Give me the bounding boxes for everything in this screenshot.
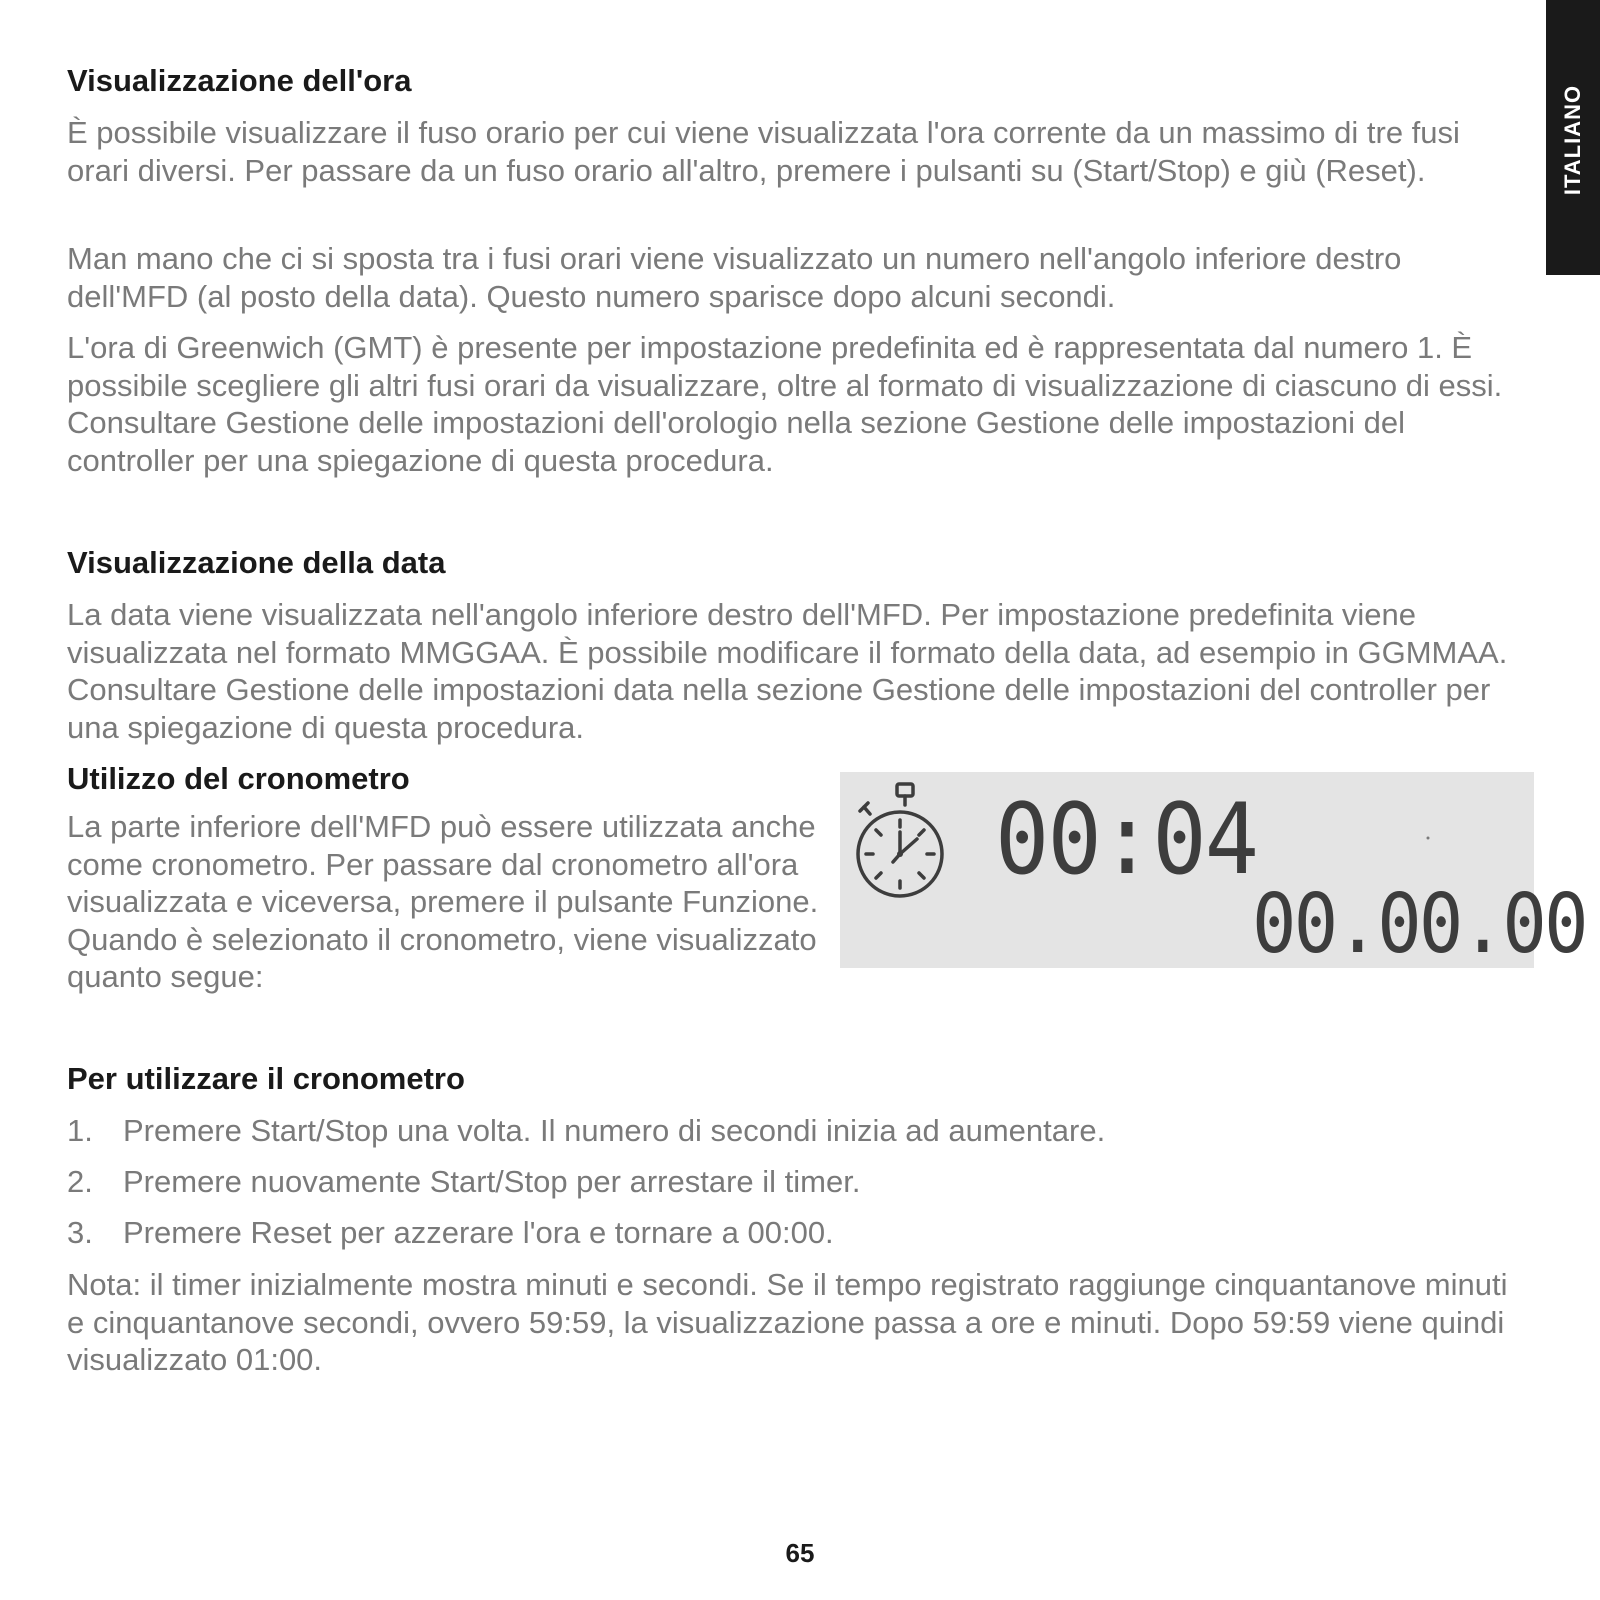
list-item [67, 1112, 1105, 1150]
paragraph-date-display: La data viene visualizzata nell'angolo inferiore destro dell'MFD. Per impostazione predefinita viene visualizzata nel formato MMGGAA. È possibile modificare il formato della data, ad esempio in GGMMAA. Consultare Gestione delle impostazioni data nella sezione Gestione delle impostazioni del controller per una spiegazione di questa procedura. [67, 597, 1508, 745]
paragraph-time-display-1: È possibile visualizzare il fuso orario per cui viene visualizzata l'ora corrente da un massimo di tre fusi orari diversi. Per passare da un fuso orario all'altro, premere i pulsanti su (Start/Stop) e giù (Reset). [67, 115, 1460, 188]
step-number: 3. [67, 1215, 93, 1250]
mfd-lcd-display [840, 772, 1586, 972]
language-tab [1546, 0, 1600, 275]
paragraph-note: Nota: il timer inizialmente mostra minuti e secondi. Se il tempo registrato raggiunge cinquantanove minuti e cinquantanove secondi, ovvero 59:59, la visualizzazione passa a ore e minuti. Dopo 59:59 viene quindi visualizzato 01:00. [67, 1267, 1508, 1377]
step-number: 2. [67, 1164, 93, 1199]
page-number: 65 [785, 1538, 815, 1568]
step-text: Premere Reset per azzerare l'ora e tornare a 00:00. [123, 1215, 834, 1250]
heading-stopwatch: Utilizzo del cronometro [67, 761, 410, 796]
heading-using-stopwatch: Per utilizzare il cronometro [67, 1061, 465, 1096]
paragraph-stopwatch: La parte inferiore dell'MFD può essere utilizzata anche come cronometro. Per passare dal cronometro all'ora visualizzata e viceversa, premere il pulsante Funzione. Quando è selezionato il cronometro, viene visualizzato quanto segue: [67, 809, 819, 994]
list-item [67, 1214, 1105, 1252]
list-item [67, 1163, 1105, 1201]
step-text: Premere Start/Stop una volta. Il numero di secondi inizia ad aumentare. [123, 1113, 1106, 1148]
lcd-main-time: 00:04 [995, 783, 1258, 897]
heading-date-display: Visualizzazione della data [67, 545, 446, 580]
steps-list [67, 1112, 1105, 1265]
step-text: Premere nuovamente Start/Stop per arrestare il timer. [123, 1164, 861, 1199]
language-tab-label: ITALIANO [1560, 84, 1585, 196]
paragraph-time-display-2: Man mano che ci si sposta tra i fusi orari viene visualizzato un numero nell'angolo inferiore destro dell'MFD (al posto della data). Questo numero sparisce dopo alcuni secondi. [67, 241, 1402, 314]
heading-time-display: Visualizzazione dell'ora [67, 63, 412, 98]
step-number: 1. [67, 1113, 93, 1148]
paragraph-time-display-3: L'ora di Greenwich (GMT) è presente per impostazione predefinita ed è rappresentata dal numero 1. È possibile scegliere gli altri fusi orari da visualizzare, oltre al formato di visualizzazione di ciascuno di essi. Consultare Gestione delle impostazioni dell'orologio nella sezione Gestione delle impostazioni del controller per una spiegazione di questa procedura. [67, 330, 1503, 478]
lcd-stopwatch-time: 00.00.00 [1252, 877, 1586, 972]
